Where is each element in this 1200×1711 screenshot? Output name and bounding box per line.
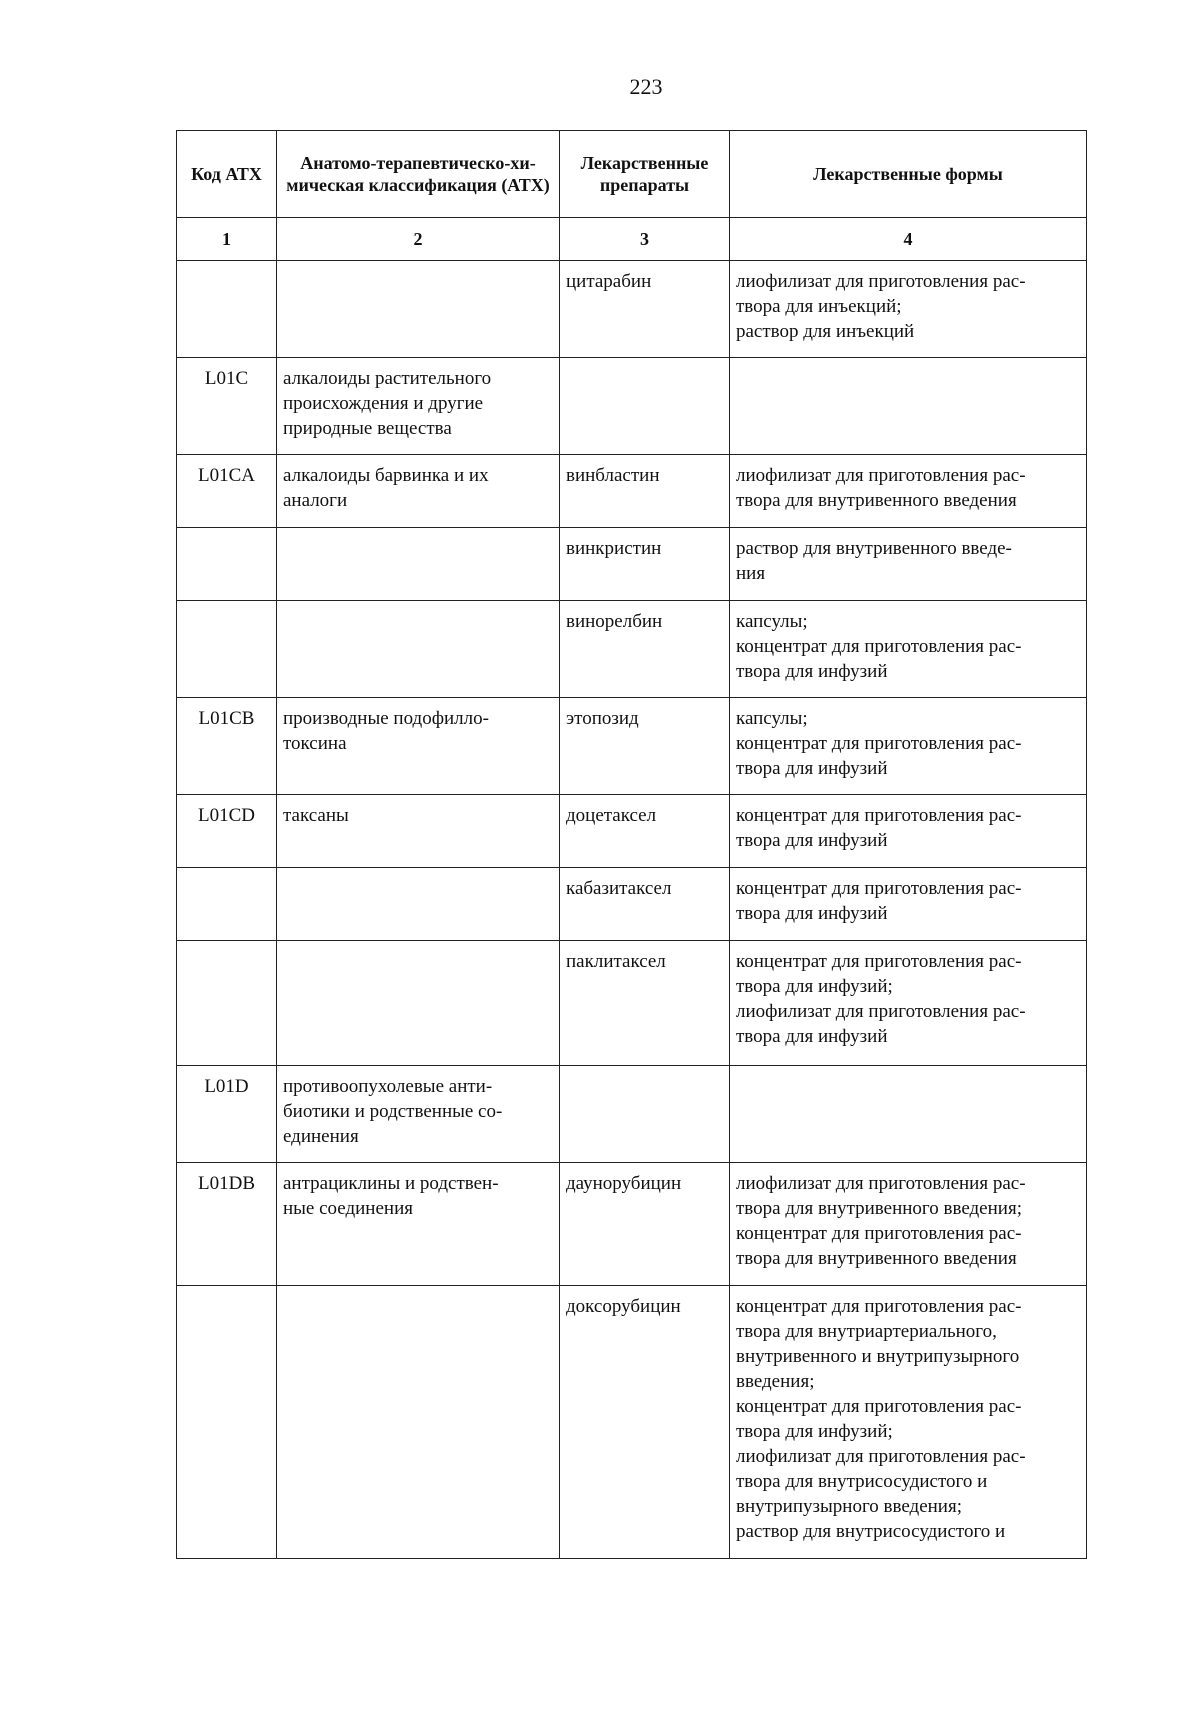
header-classification <box>277 131 560 218</box>
form-line: введения; <box>736 1371 815 1392</box>
classification-line: алкалоиды барвинка и их <box>283 465 489 486</box>
form-line: раствор для инъекций <box>736 321 915 342</box>
drug-cell: паклитаксел <box>560 941 730 1066</box>
page-number: 223 <box>629 74 663 99</box>
atx-code-cell <box>177 1286 277 1559</box>
drug-cell: этопозид <box>560 698 730 795</box>
forms-cell <box>730 868 1087 941</box>
classification-line: антрациклины и родствен- <box>283 1173 499 1194</box>
form-line: капсулы; <box>736 708 808 729</box>
form-line: концентрат для приготовления рас- <box>736 805 1022 826</box>
forms-cell <box>730 795 1087 868</box>
classification-cell <box>277 1066 560 1163</box>
form-line: концентрат для приготовления рас- <box>736 733 1022 754</box>
table-row <box>177 1163 1087 1286</box>
classification-cell <box>277 1286 560 1559</box>
form-line: твора для внутривенного введения <box>736 490 1017 511</box>
forms-cell <box>730 1163 1087 1286</box>
drug-cell: винорелбин <box>560 601 730 698</box>
classification-line: происхождения и другие <box>283 393 484 414</box>
form-line: концентрат для приготовления рас- <box>736 951 1022 972</box>
form-line: твора для инфузий <box>736 758 888 779</box>
header-forms-text: Лекарственные формы <box>813 164 1003 184</box>
classification-cell <box>277 1163 560 1286</box>
form-line: внутривенного и внутрипузырного <box>736 1346 1020 1367</box>
forms-cell <box>730 455 1087 528</box>
atx-code-cell <box>177 868 277 941</box>
form-line: капсулы; <box>736 611 808 632</box>
forms-cell <box>730 358 1087 455</box>
classification-line: аналоги <box>283 490 348 511</box>
atx-code-cell: L01D <box>177 1066 277 1163</box>
form-line: концентрат для приготовления рас- <box>736 636 1022 657</box>
form-line: концентрат для приготовления рас- <box>736 1296 1022 1317</box>
atx-code-cell: L01CB <box>177 698 277 795</box>
form-line: раствор для внутрисосудистого и <box>736 1521 1006 1542</box>
classification-line: противоопухолевые анти- <box>283 1076 493 1097</box>
classification-cell <box>277 698 560 795</box>
classification-line: алкалоиды растительного <box>283 368 492 389</box>
table-row <box>177 455 1087 528</box>
form-line: лиофилизат для приготовления рас- <box>736 465 1026 486</box>
forms-cell <box>730 528 1087 601</box>
form-line: твора для инфузий <box>736 903 888 924</box>
classification-line: ные соединения <box>283 1198 413 1219</box>
form-line: твора для инфузий <box>736 1026 888 1047</box>
form-line: внутрипузырного введения; <box>736 1496 962 1517</box>
classification-line: единения <box>283 1126 359 1147</box>
header-code <box>177 131 277 218</box>
form-line: твора для инфузий <box>736 830 888 851</box>
atx-code-cell: L01CA <box>177 455 277 528</box>
form-line: твора для инъекций; <box>736 296 902 317</box>
table-row <box>177 528 1087 601</box>
atx-code-cell <box>177 261 277 358</box>
header-drugs <box>560 131 730 218</box>
classification-cell <box>277 601 560 698</box>
drug-cell: цитарабин <box>560 261 730 358</box>
classification-cell <box>277 455 560 528</box>
table-row <box>177 261 1087 358</box>
form-line: лиофилизат для приготовления рас- <box>736 1173 1026 1194</box>
drug-cell: винбластин <box>560 455 730 528</box>
form-line: твора для внутривенного введения <box>736 1248 1017 1269</box>
drug-cell: доцетаксел <box>560 795 730 868</box>
forms-cell <box>730 698 1087 795</box>
table-row <box>177 601 1087 698</box>
drug-cell: кабазитаксел <box>560 868 730 941</box>
drug-cell <box>560 1066 730 1163</box>
table-row <box>177 1286 1087 1559</box>
form-line: твора для инфузий; <box>736 976 893 997</box>
header-code-text: Код АТХ <box>191 164 262 184</box>
table-body <box>177 261 1087 1559</box>
classification-cell <box>277 941 560 1066</box>
drug-cell <box>560 358 730 455</box>
table-row <box>177 358 1087 455</box>
atx-code-cell: L01CD <box>177 795 277 868</box>
form-line: твора для внутривенного введения; <box>736 1198 1022 1219</box>
classification-line: таксаны <box>283 805 349 826</box>
form-line: концентрат для приготовления рас- <box>736 1223 1022 1244</box>
table-row <box>177 1066 1087 1163</box>
atx-code-cell <box>177 601 277 698</box>
atx-code-cell <box>177 528 277 601</box>
form-line: лиофилизат для приготовления рас- <box>736 271 1026 292</box>
table-row <box>177 698 1087 795</box>
form-line: твора для инфузий <box>736 661 888 682</box>
drug-cell: доксорубицин <box>560 1286 730 1559</box>
form-line: твора для внутриартериального, <box>736 1321 997 1342</box>
forms-cell <box>730 941 1087 1066</box>
column-number: 4 <box>730 218 1087 261</box>
form-line: раствор для внутривенного введе- <box>736 538 1012 559</box>
forms-cell <box>730 261 1087 358</box>
header-row <box>177 131 1087 218</box>
header-classification-line: (АТХ) <box>501 175 550 195</box>
forms-cell <box>730 601 1087 698</box>
atx-code-cell <box>177 941 277 1066</box>
atx-table <box>176 130 1087 1559</box>
drug-cell: даунорубицин <box>560 1163 730 1286</box>
drug-cell: винкристин <box>560 528 730 601</box>
column-number-row <box>177 218 1087 261</box>
form-line: концентрат для приготовления рас- <box>736 878 1022 899</box>
header-classification-line: Анатомо-терапевтическо-хи- <box>300 153 536 173</box>
classification-line: природные вещества <box>283 418 452 439</box>
atx-code-cell: L01DB <box>177 1163 277 1286</box>
form-line: твора для внутрисосудистого и <box>736 1471 988 1492</box>
header-drugs-line: Лекарственные <box>580 153 709 173</box>
header-classification-line: мическая классификация <box>286 175 497 195</box>
table-row <box>177 868 1087 941</box>
header-forms <box>730 131 1087 218</box>
classification-cell <box>277 795 560 868</box>
forms-cell <box>730 1286 1087 1559</box>
classification-cell <box>277 528 560 601</box>
form-line: лиофилизат для приготовления рас- <box>736 1001 1026 1022</box>
classification-line: биотики и родственные со- <box>283 1101 503 1122</box>
form-line: лиофилизат для приготовления рас- <box>736 1446 1026 1467</box>
classification-cell <box>277 868 560 941</box>
atx-code-cell: L01C <box>177 358 277 455</box>
form-line: ния <box>736 563 766 584</box>
form-line: твора для инфузий; <box>736 1421 893 1442</box>
column-number: 2 <box>277 218 560 261</box>
table-row <box>177 941 1087 1066</box>
classification-line: производные подофилло- <box>283 708 489 729</box>
table-row <box>177 795 1087 868</box>
column-number: 1 <box>177 218 277 261</box>
classification-cell <box>277 261 560 358</box>
column-number: 3 <box>560 218 730 261</box>
classification-cell <box>277 358 560 455</box>
form-line: концентрат для приготовления рас- <box>736 1396 1022 1417</box>
forms-cell <box>730 1066 1087 1163</box>
header-drugs-line: препараты <box>599 175 690 195</box>
classification-line: токсина <box>283 733 347 754</box>
